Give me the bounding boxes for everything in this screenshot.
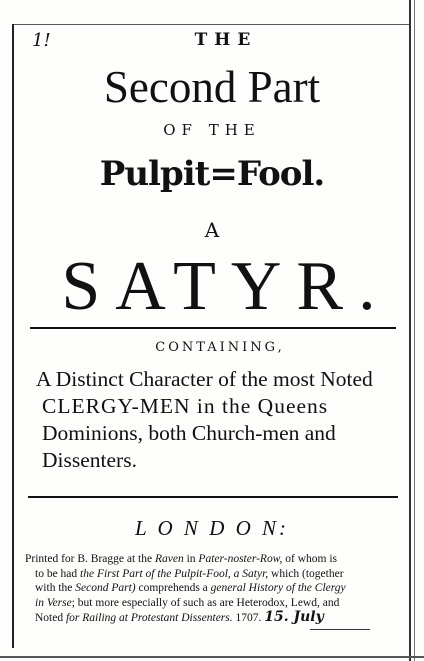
imprint-text-segment: which (together bbox=[268, 567, 344, 580]
divider-rule-2 bbox=[28, 496, 398, 498]
description-line-4: Dissenters. bbox=[42, 448, 137, 472]
imprint-text-segment: 1707. bbox=[232, 612, 262, 624]
title-pulpit-fool: Pulpit=Fool. bbox=[99, 154, 325, 194]
imprint-text-segment: ; but more especially of such as are Heterodox, Lewd, and bbox=[71, 596, 340, 609]
imprint-line-3 bbox=[25, 581, 400, 596]
imprint-text-segment: Second Part) bbox=[75, 582, 136, 594]
imprint-text-segment: in bbox=[183, 553, 199, 565]
imprint-text-segment: general History of the Clergy bbox=[210, 582, 346, 594]
scan-edge-top bbox=[12, 24, 410, 25]
imprint-line-5 bbox=[25, 610, 400, 626]
handwritten-mark: 1! bbox=[32, 30, 51, 51]
containing-label: CONTAINING, bbox=[155, 340, 285, 355]
imprint-text-segment: Printed for B. Bragge at the bbox=[25, 553, 155, 565]
scan-edge-bottom bbox=[0, 656, 424, 658]
imprint-text-segment: Raven bbox=[154, 553, 184, 565]
description-line-3: Dominions, both Church-men and bbox=[42, 421, 336, 445]
description-line-1: A Distinct Character of the most Noted bbox=[36, 367, 373, 391]
description-line-2: CLERGY-MEN in the Queens bbox=[42, 394, 329, 418]
imprint-text-segment: of whom is bbox=[282, 553, 338, 565]
imprint-line-4 bbox=[25, 596, 400, 611]
imprint-text-segment: comprehends a bbox=[135, 582, 211, 594]
title-satyr: SATYR. bbox=[61, 248, 391, 325]
imprint-text-segment: for Railing at Protestant Dissenters. bbox=[65, 612, 233, 624]
imprint-line-2 bbox=[25, 567, 400, 582]
imprint-text-segment: Pater-noster-Row, bbox=[198, 553, 283, 565]
date-underline bbox=[310, 629, 370, 630]
imprint-line-1 bbox=[25, 552, 400, 567]
divider-rule-1 bbox=[30, 327, 396, 329]
handwritten-date: 15. July bbox=[264, 609, 324, 625]
title-a: A bbox=[204, 218, 220, 242]
title-second-part: Second Part bbox=[103, 62, 321, 112]
imprint-london: L O N D O N: bbox=[134, 516, 290, 540]
imprint-text-segment: with the bbox=[35, 582, 76, 594]
imprint-text-segment: in Verse bbox=[35, 596, 72, 609]
title-of-the: OF THE bbox=[163, 121, 261, 139]
imprint-text bbox=[25, 552, 400, 626]
scan-edge-left bbox=[12, 24, 14, 648]
imprint-text-segment: to be had bbox=[35, 567, 81, 580]
title-the: THE bbox=[194, 30, 258, 50]
imprint-text-segment: Noted bbox=[35, 612, 66, 624]
imprint-text-segment: the First Part of the Pulpit-Fool, a Satyr, bbox=[80, 567, 269, 580]
